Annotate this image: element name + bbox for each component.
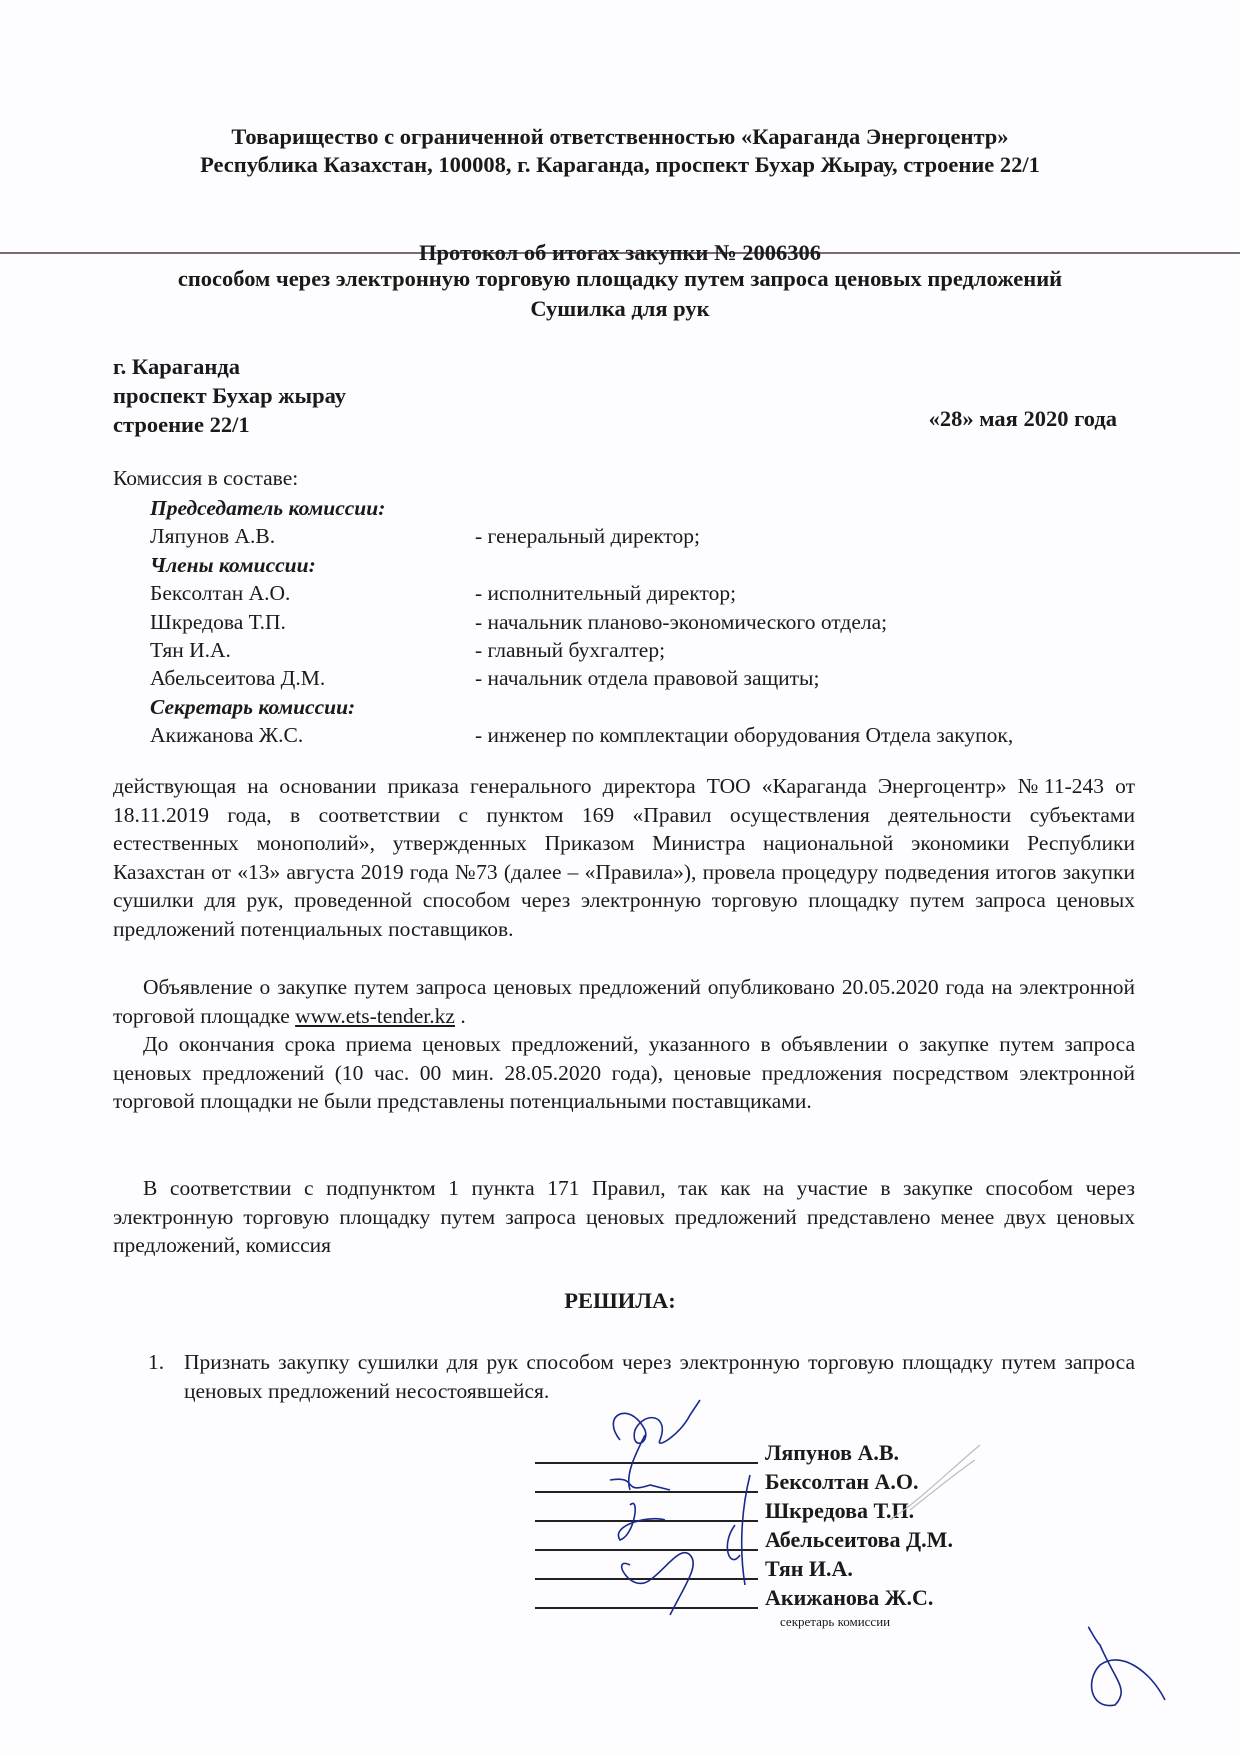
document-date: «28» мая 2020 года <box>928 406 1117 431</box>
commission-row <box>150 579 1150 607</box>
role-heading: Председатель комиссии: <box>150 496 386 520</box>
announcement-end: . <box>454 1003 466 1028</box>
decision-number: 1. <box>148 1350 165 1374</box>
commission-row <box>150 494 1150 522</box>
paragraph-announcement <box>113 973 1135 1030</box>
member-name: Шкредова Т.П. <box>150 609 286 634</box>
signatory-name: Акижанова Ж.С. <box>765 1585 934 1610</box>
handwritten-signatures-icon <box>590 1395 790 1625</box>
protocol-method: способом через электронную торговую площадку путем запроса ценовых предложений <box>177 266 1063 291</box>
member-role: - начальник планово-экономического отдела; <box>475 609 888 634</box>
signature-line <box>535 1491 758 1493</box>
signature-line <box>535 1520 758 1522</box>
decision-text: Признать закупку сушилки для рук способом через электронную торговую площадку путем запроса ценовых предложений несостоявшейся. <box>184 1350 1135 1403</box>
member-role: - главный бухгалтер; <box>475 637 666 662</box>
location-city: г. Караганда <box>113 354 241 379</box>
member-role: - инженер по комплектации оборудования Отдела закупок, <box>475 723 1014 748</box>
announcement-text: Объявление о закупке путем запроса ценовых предложений опубликовано 20.05.2020 года на электронной торговой площадке <box>113 975 1135 1028</box>
commission-row <box>150 522 1150 550</box>
signatory-name: Тян И.А. <box>765 1556 853 1581</box>
member-role: - начальник отдела правовой защиты; <box>475 666 820 691</box>
signatory-name: Абельсеитова Д.М. <box>765 1527 953 1552</box>
protocol-title: Протокол об итогах закупки № 2006306 <box>419 240 821 265</box>
signatory-name: Бексолтан А.О. <box>765 1469 919 1494</box>
org-name: Товарищество с ограниченной ответственностью «Караганда Энергоцентр» <box>231 124 1009 149</box>
member-name: Абельсеитова Д.М. <box>150 666 326 691</box>
signature-line <box>535 1578 758 1580</box>
member-role: - исполнительный директор; <box>475 581 737 606</box>
paragraph-grounds: В соответствии с подпунктом 1 пункта 171 Правил, так как на участие в закупке способом через электронную торговую площадку путем запроса ценовых предложений представлено менее двух ценовых предложений, комиссия <box>113 1176 1135 1258</box>
tender-site-link[interactable]: www.ets-tender.kz <box>295 1003 455 1028</box>
signature-line <box>535 1462 758 1464</box>
commission-row <box>150 721 1150 749</box>
commission-row <box>150 693 1150 721</box>
role-heading: Секретарь комиссии: <box>150 694 356 719</box>
signatory-name: Ляпунов А.В. <box>765 1440 900 1465</box>
commission-row <box>150 608 1150 636</box>
commission-lead: Комиссия в составе: <box>113 466 299 490</box>
signatory-name: Шкредова Т.П. <box>765 1498 915 1523</box>
decision-item <box>148 1348 1135 1405</box>
paragraph-basis: действующая на основании приказа генерального директора ТОО «Караганда Энергоцентр» №11-243 от 18.11.2019 года, в соответствии с пунктом 169 «Правил осуществления деятельности субъектами естественных монополий», утвержденных Приказом Министра национальной экономики Республики Казахстан от «13» августа 2019 года №73 (далее – «Правила»), провела процедуру подведения итогов закупки сушилки для рук, проведенной способом через электронную торговую площадку путем запроса ценовых предложений потенциальных поставщиков. <box>113 774 1135 941</box>
commission-row <box>150 664 1150 692</box>
member-name: Тян И.А. <box>150 637 231 662</box>
commission-row <box>150 636 1150 664</box>
member-name: Бексолтан А.О. <box>150 581 291 606</box>
commission-list <box>150 494 1150 750</box>
member-name: Ляпунов А.В. <box>150 524 276 549</box>
protocol-subject: Сушилка для рук <box>530 296 710 321</box>
role-heading: Члены комиссии: <box>150 552 316 577</box>
location-block <box>113 352 346 439</box>
paragraph-deadline: До окончания срока приема ценовых предложений, указанного в объявлении о закупке путем запроса ценовых предложений (10 час. 00 мин. 28.05.2020 года), ценовые предложения посредством электронной торговой площадки не были представлены потенциальными поставщиками. <box>113 1032 1135 1114</box>
location-building: строение 22/1 <box>113 412 250 437</box>
initials-mark-icon <box>1070 1600 1180 1730</box>
signature-line <box>535 1607 758 1609</box>
location-street: проспект Бухар жырау <box>113 383 346 408</box>
org-address: Республика Казахстан, 100008, г. Караганда, проспект Бухар Жырау, строение 22/1 <box>200 152 1040 177</box>
signature-line <box>535 1549 758 1551</box>
member-role: - генеральный директор; <box>475 524 700 549</box>
commission-row <box>150 551 1150 579</box>
secretary-note: секретарь комиссии <box>780 1614 891 1629</box>
decision-heading: РЕШИЛА: <box>564 1288 676 1313</box>
member-name: Акижанова Ж.С. <box>150 723 304 748</box>
